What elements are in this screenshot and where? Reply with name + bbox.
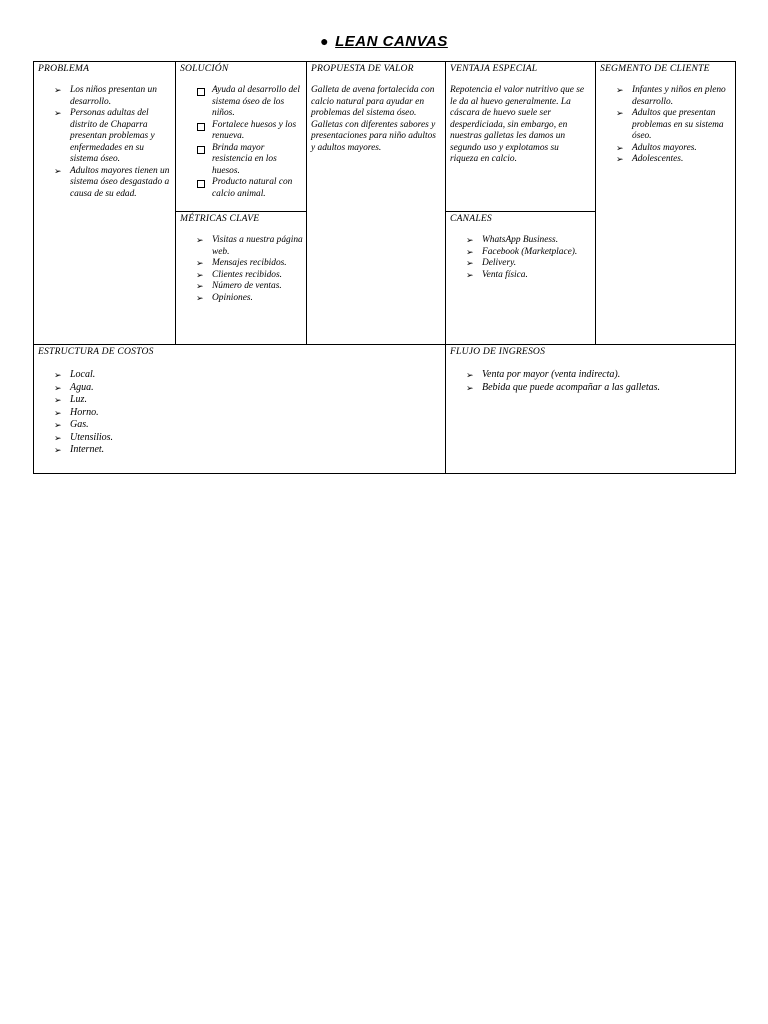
- solucion-cell: [176, 62, 307, 212]
- list-item: ➢ Adultos mayores.: [616, 142, 697, 153]
- list-item: ➢ Bebida que puede acompañar a las galletas.: [466, 381, 661, 393]
- arrow-bullet-icon: ➢: [54, 395, 62, 405]
- ingresos-cell: [446, 345, 735, 473]
- canales-header: CANALES: [450, 213, 492, 224]
- arrow-bullet-icon: ➢: [616, 154, 624, 164]
- list-item: ➢ Personas adultas del distrito de Chaparra presentan problemas y enfermedades en su sistema óseo.: [54, 108, 155, 164]
- solucion-list: [196, 85, 302, 200]
- ingresos-list: [466, 369, 726, 394]
- arrow-bullet-icon: ➢: [616, 85, 624, 95]
- arrow-bullet-icon: ➢: [54, 445, 62, 455]
- problema-cell: [34, 62, 176, 345]
- arrow-bullet-icon: ➢: [466, 382, 474, 393]
- arrow-bullet-icon: ➢: [54, 165, 62, 176]
- segmento-header: SEGMENTO DE CLIENTE: [600, 63, 710, 74]
- arrow-bullet-icon: ➢: [466, 258, 474, 268]
- arrow-bullet-icon: ➢: [54, 370, 62, 380]
- list-item: ➢ WhatsApp Business.: [466, 235, 559, 245]
- arrow-bullet-icon: ➢: [466, 246, 474, 257]
- list-item: ➢ Horno.: [54, 406, 99, 418]
- ventaja-text: Repotencia el valor nutritivo que se le da al huevo generalmente. La cáscara de huevo suele ser desperdiciada, sin embargo, en nuestras galletas les damos un segundo uso y explotamos su riqueza en calcio.: [450, 85, 585, 164]
- arrow-bullet-icon: ➢: [466, 235, 474, 245]
- metricas-cell: [176, 212, 307, 345]
- list-item: Fortalece huesos y los renueva.: [196, 120, 302, 143]
- document-title: [0, 33, 768, 50]
- list-item: ➢ Luz.: [54, 394, 87, 405]
- list-item: ➢ Adultos mayores tienen un sistema óseo desgastado a causa de su edad.: [54, 165, 170, 199]
- costos-list: [54, 369, 354, 457]
- problema-list: [54, 85, 172, 200]
- list-item: ➢ Mensajes recibidos.: [196, 258, 287, 268]
- arrow-bullet-icon: ➢: [196, 235, 204, 245]
- arrow-bullet-icon: ➢: [196, 292, 204, 303]
- propuesta-cell: [307, 62, 446, 345]
- costos-header: ESTRUCTURA DE COSTOS: [38, 346, 154, 357]
- list-item: ➢ Delivery.: [466, 258, 517, 268]
- list-item: ➢ Local.: [54, 369, 96, 380]
- checkbox-icon: [197, 123, 205, 131]
- list-item: ➢ Adultos que presentan problemas en su sistema óseo.: [616, 108, 724, 141]
- list-item: Producto natural con calcio animal.: [196, 177, 302, 200]
- checkbox-icon: [197, 180, 205, 188]
- list-item: ➢ Venta física.: [466, 269, 528, 280]
- ingresos-header: FLUJO DE INGRESOS: [450, 346, 546, 357]
- list-item: ➢ Venta por mayor (venta indirecta).: [466, 369, 621, 380]
- list-item: ➢ Agua.: [54, 381, 94, 393]
- arrow-bullet-icon: ➢: [54, 407, 62, 418]
- costos-cell: [34, 345, 446, 473]
- list-item: ➢ Los niños presentan un desarrollo.: [54, 85, 157, 107]
- arrow-bullet-icon: ➢: [54, 420, 62, 430]
- bullet-icon: ●: [320, 33, 330, 49]
- title-text: LEAN CANVAS: [335, 33, 448, 50]
- propuesta-header: PROPUESTA DE VALOR: [311, 63, 414, 74]
- arrow-bullet-icon: ➢: [196, 258, 204, 268]
- metricas-header: MÉTRICAS CLAVE: [180, 213, 260, 224]
- arrow-bullet-icon: ➢: [54, 108, 62, 118]
- arrow-bullet-icon: ➢: [54, 432, 62, 443]
- segmento-cell: [596, 62, 735, 345]
- lean-canvas-grid: [33, 61, 736, 474]
- list-item: Brinda mayor resistencia en los huesos.: [196, 143, 302, 178]
- arrow-bullet-icon: ➢: [54, 85, 62, 95]
- arrow-bullet-icon: ➢: [616, 108, 624, 118]
- list-item: ➢ Gas.: [54, 419, 89, 430]
- arrow-bullet-icon: ➢: [466, 269, 474, 280]
- segmento-list: [616, 85, 730, 166]
- arrow-bullet-icon: ➢: [466, 370, 474, 380]
- arrow-bullet-icon: ➢: [196, 269, 204, 280]
- metricas-list: [196, 235, 304, 304]
- solucion-header: SOLUCIÓN: [180, 63, 229, 74]
- list-item: ➢ Número de ventas.: [196, 281, 282, 291]
- propuesta-text: Galleta de avena fortalecida con calcio natural para ayudar en problemas del sistema óseo. Galletas con diferentes sabores y presentaciones para niño adultos y adultos mayores.: [311, 85, 436, 153]
- list-item: ➢ Adolescentes.: [616, 154, 684, 164]
- checkbox-icon: [197, 146, 205, 154]
- list-item: ➢ Visitas a nuestra página web.: [196, 235, 303, 257]
- list-item: ➢ Clientes recibidos.: [196, 269, 282, 280]
- arrow-bullet-icon: ➢: [616, 142, 624, 153]
- list-item: ➢ Opiniones.: [196, 292, 253, 303]
- list-item: ➢ Internet.: [54, 444, 105, 455]
- arrow-bullet-icon: ➢: [196, 281, 204, 291]
- list-item: ➢ Facebook (Marketplace).: [466, 246, 578, 257]
- problema-header: PROBLEMA: [38, 63, 90, 74]
- checkbox-icon: [197, 88, 205, 96]
- list-item: ➢ Infantes y niños en pleno desarrollo.: [616, 85, 726, 107]
- arrow-bullet-icon: ➢: [54, 382, 62, 393]
- ventaja-cell: [446, 62, 596, 212]
- list-item: Ayuda al desarrollo del sistema óseo de los niños.: [196, 85, 302, 120]
- canales-cell: [446, 212, 596, 345]
- canales-list: [466, 235, 594, 281]
- list-item: ➢ Utensilios.: [54, 431, 114, 443]
- ventaja-header: VENTAJA ESPECIAL: [450, 63, 538, 74]
